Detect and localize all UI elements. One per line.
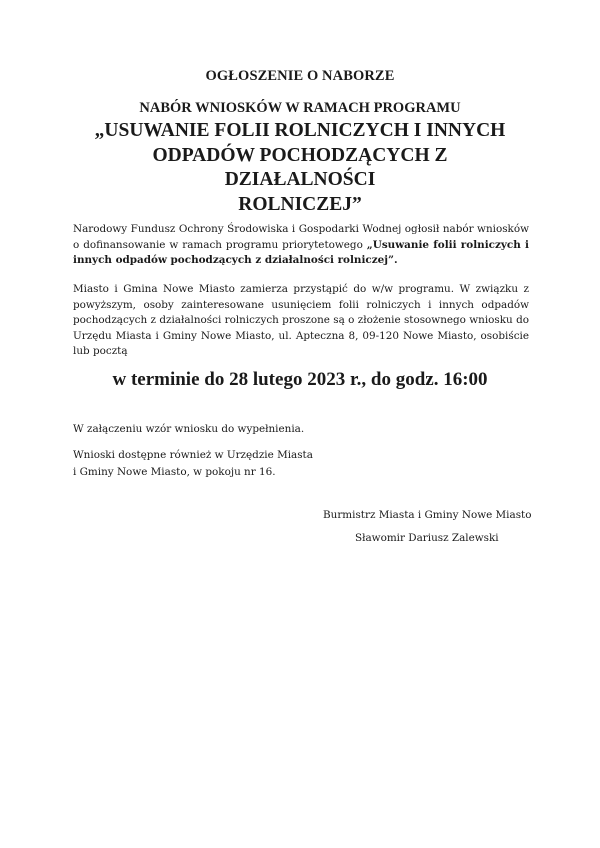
program-title-line-2: ODPADÓW POCHODZĄCYCH Z DZIAŁALNOŚCI: [152, 144, 448, 190]
participation-paragraph: Miasto i Gmina Nowe Miasto zamierza przystąpić do w/w programu. W związku z powyższym, osoby zainteresowane usunięciem folii rolniczych i innych odpadów pochodzących z działalności rolniczych proszone są o złożenie stosownego wniosku do Urzędu Miasta i Gminy Nowe Miasto, ul. Apteczna 8, 09-120 Nowe Miasto, osobiście lub pocztą: [73, 283, 529, 358]
program-subheading: NABÓR WNIOSKÓW W RAMACH PROGRAMU: [139, 100, 461, 116]
attachment-note: W załączeniu wzór wniosku do wypełnienia.: [73, 423, 305, 435]
availability-line-2: i Gminy Nowe Miasto, w pokoju nr 16.: [73, 466, 276, 478]
program-name-bold: „Usuwanie folii rolniczych i innych odpadów pochodzących z działalności rolniczej”.: [73, 238, 530, 267]
availability-line-1: Wnioski dostępne również w Urzędzie Miasta: [73, 449, 313, 461]
intro-text: Narodowy Fundusz Ochrony Środowiska i Gospodarki Wodnej ogłosił nabór wniosków o dofinansowanie w ramach programu priorytetowego: [73, 223, 529, 251]
availability-note: [73, 447, 313, 481]
program-title-line-1: „USUWANIE FOLII ROLNICZYCH I INNYCH: [94, 120, 506, 141]
announcement-heading: OGŁOSZENIE O NABORZE: [205, 68, 395, 84]
signature-position: Burmistrz Miasta i Gminy Nowe Miasto: [323, 509, 532, 521]
signature-name: Sławomir Dariusz Zalewski: [355, 532, 499, 544]
intro-paragraph: [73, 222, 529, 269]
program-title: [80, 119, 520, 217]
deadline-notice: w terminie do 28 lutego 2023 r., do godz. 16:00: [112, 369, 488, 390]
program-title-line-3: ROLNICZEJ”: [238, 193, 362, 215]
